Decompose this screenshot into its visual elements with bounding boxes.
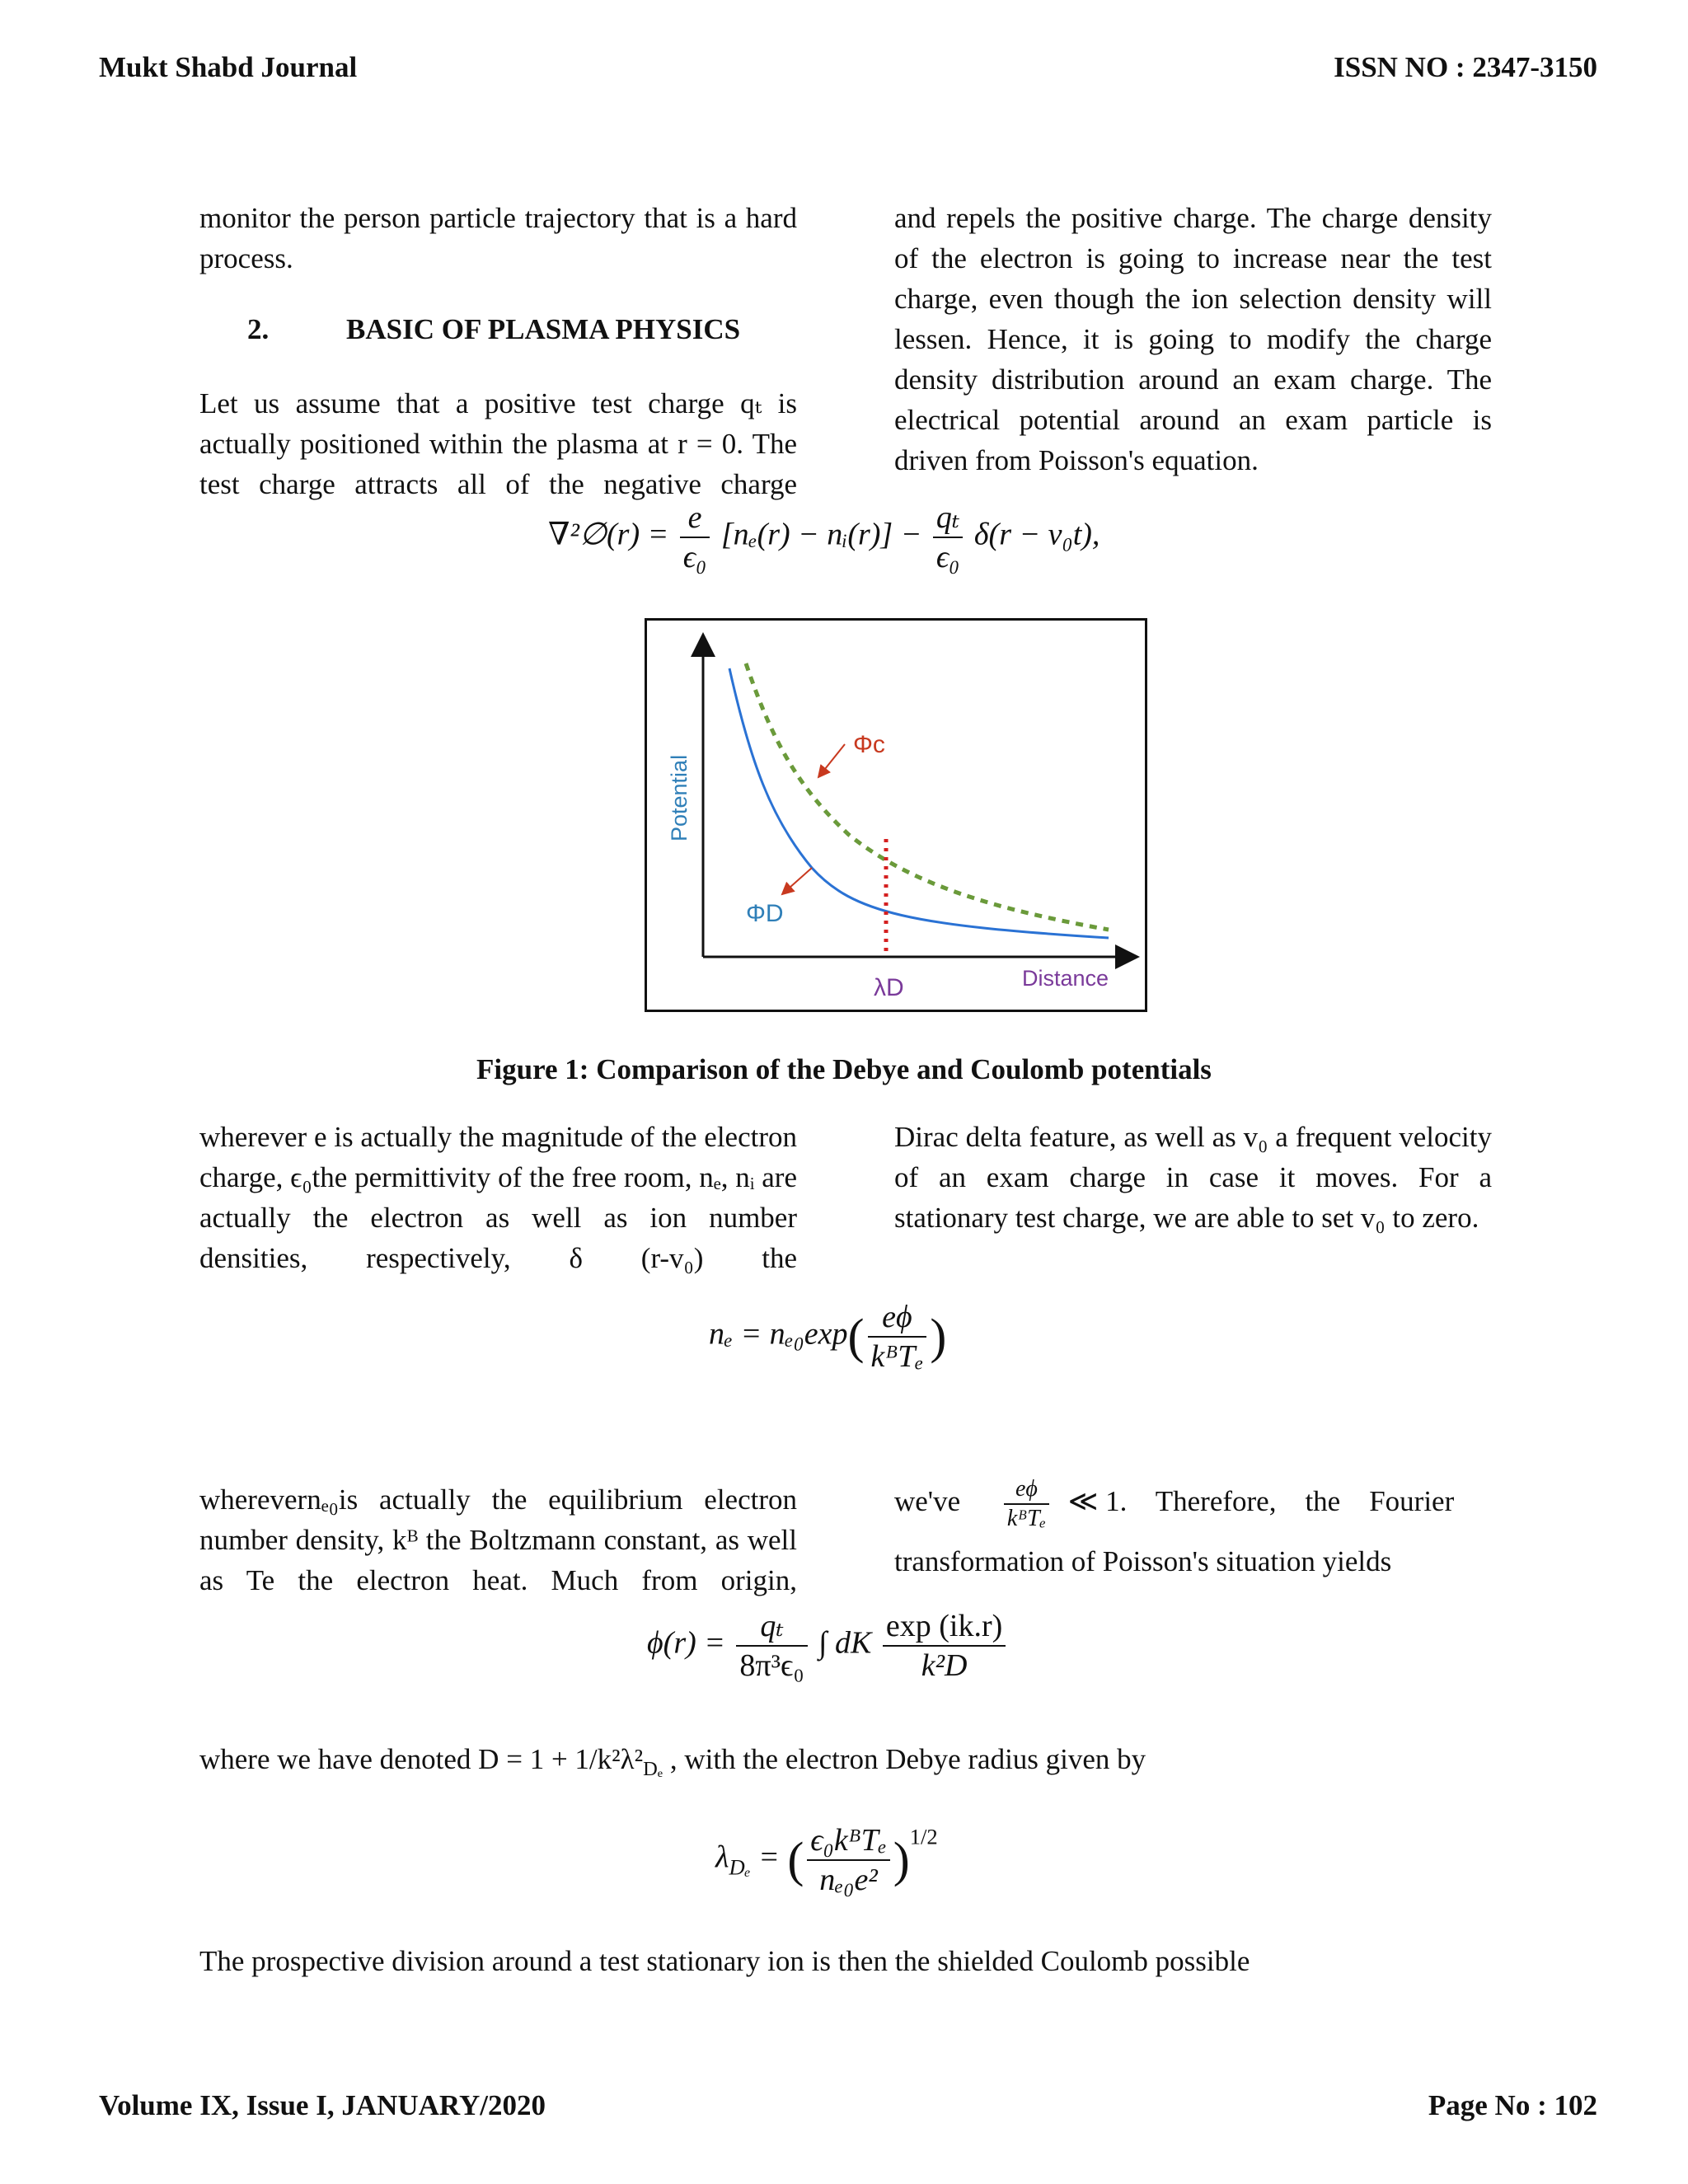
weve-text: we've: [894, 1485, 961, 1518]
paragraph-left-2: Let us assume that a positive test charge qₜ is actually positioned within the plasma at r = 0. The test charge attracts all of the negative charge: [199, 387, 797, 500]
debye-open-paren: (: [787, 1832, 804, 1887]
fourier-den: 8π³ϵ₀: [739, 1648, 804, 1683]
figure-caption: Figure 1: Comparison of the Debye and Coulomb potentials: [476, 1053, 1212, 1085]
poisson-eps2: ϵ₀: [935, 540, 960, 574]
poisson-mid: [nₑ(r) − nᵢ(r)] −: [720, 517, 922, 552]
boltzmann-lhs: nₑ = nₑ₀exp: [709, 1316, 848, 1352]
journal-name: Mukt Shabd Journal: [99, 51, 358, 83]
fourier-den2: k²D: [921, 1648, 968, 1683]
ratio-num: eϕ: [1004, 1475, 1049, 1505]
denoted-sub: Dₑ: [643, 1758, 663, 1780]
debye-fraction: [807, 1821, 889, 1899]
issn-number: ISSN NO : 2347-3150: [1334, 51, 1597, 83]
section-heading: [247, 313, 740, 346]
open-paren: (: [847, 1309, 865, 1364]
fourier-integral: ∫ dK: [818, 1625, 872, 1661]
poisson-tail: δ(r − v₀t),: [973, 517, 1100, 552]
paragraph-right-3: Dirac delta feature, as well as v₀ a frequent velocity of an exam charge in case it moves. For a stationary test charge, we are able to set v₀ to zero.: [894, 1121, 1492, 1234]
debye-radius-equation: [715, 1821, 938, 1899]
fourier-fraction-1: [736, 1607, 807, 1685]
fourier-fraction-2: [883, 1607, 1006, 1685]
volume-issue: Volume IX, Issue I, JANUARY/2020: [99, 2089, 546, 2121]
section-number: 2.: [247, 313, 270, 345]
page-number: Page No : 102: [1428, 2089, 1597, 2121]
boltzmann-den: kᴮTₑ: [870, 1339, 924, 1374]
section-title: BASIC OF PLASMA PHYSICS: [346, 313, 741, 345]
denoted-text: where we have denoted D = 1 + 1/k²λ²: [199, 1743, 644, 1775]
x-axis-label: Distance: [1022, 966, 1109, 991]
ratio-tail: ≪ 1. Therefore, the Fourier: [1067, 1485, 1455, 1518]
debye-num: ϵ₀kᴮTₑ: [807, 1821, 889, 1861]
fourier-lhs: ϕ(r) =: [647, 1625, 725, 1661]
fourier-num: qₜ: [736, 1607, 807, 1647]
denoted-line: [199, 1743, 1146, 1781]
ratio-fraction: [1004, 1475, 1049, 1533]
coulomb-curve: [746, 663, 1109, 930]
y-axis-label: Potential: [667, 754, 692, 841]
fourier-equation: [647, 1607, 1009, 1685]
boltzmann-num: eϕ: [868, 1298, 927, 1338]
poisson-fraction-2: [933, 499, 964, 576]
denoted-tail: , with the electron Debye radius given by: [663, 1743, 1146, 1775]
debye-curve: [729, 668, 1109, 938]
poisson-qt: qₜ: [933, 499, 964, 538]
debye-lhs: λ: [715, 1840, 729, 1875]
boltzmann-equation: [709, 1298, 946, 1376]
paragraph-left-3: wherever e is actually the magnitude of the electron charge, ϵ₀the permittivity of the free room, nₑ, nᵢ are actually the electron as well as ion number densities, respectively, δ (r-v₀) the: [199, 1121, 797, 1274]
paragraph-right-4-line: [894, 1475, 1492, 1533]
paragraph-right-1: and repels the positive charge. The charge density of the electron is going to increase near the test charge, even though the ion selection density will lessen. Hence, it is going to modify the charge density distribution around an exam charge. The electrical potential around an exam particle is driven from Poisson's equation.: [894, 202, 1492, 476]
debye-lhs-sub: Dₑ: [729, 1854, 751, 1880]
coulomb-label: Φc: [853, 731, 885, 758]
lambda-label: λD: [874, 974, 904, 1001]
close-paren: ): [930, 1309, 947, 1364]
potential-chart: [647, 621, 1145, 1010]
poisson-equation: [548, 499, 1100, 576]
debye-eq: =: [750, 1840, 780, 1875]
debye-den: nₑ₀e²: [819, 1863, 878, 1897]
paragraph-left-4: wherevernₑ₀is actually the equilibrium electron number density, kᴮ the Boltzmann constant, as well as Te the electron heat. Much from origin,: [199, 1483, 797, 1596]
boltzmann-fraction: [868, 1298, 927, 1376]
ratio-den: kᴮTₑ: [1006, 1506, 1046, 1531]
poisson-lhs: ∇²∅(r) =: [548, 517, 669, 552]
debye-pointer-arrow: [782, 868, 812, 894]
poisson-eps: ϵ₀: [682, 540, 707, 574]
coulomb-pointer-arrow: [818, 744, 845, 777]
debye-label: ΦD: [746, 900, 784, 927]
paragraph-right-4b: transformation of Poisson's situation yields: [894, 1545, 1392, 1577]
poisson-fraction-1: [680, 499, 710, 576]
poisson-e: e: [680, 499, 710, 538]
paragraph-left-1: monitor the person particle trajectory that is a hard process.: [199, 202, 797, 274]
debye-close-paren: ): [893, 1832, 910, 1887]
debye-exponent: 1/2: [909, 1824, 938, 1849]
fourier-num2: exp (ik.r): [883, 1607, 1006, 1647]
closing-sentence: The prospective division around a test stationary ion is then the shielded Coulomb possible: [199, 1945, 1250, 1977]
figure-debye-coulomb: [645, 618, 1147, 1012]
